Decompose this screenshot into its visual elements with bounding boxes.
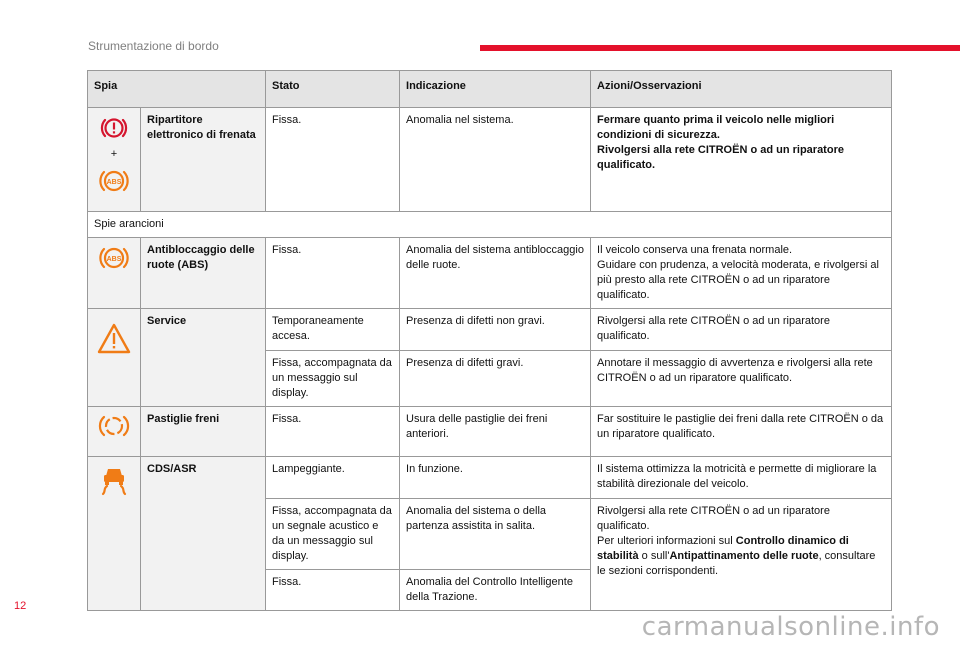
stato-cell: Temporaneamente accesa. bbox=[266, 309, 400, 351]
header-azioni: Azioni/Osservazioni bbox=[591, 71, 892, 108]
table-row bbox=[88, 108, 892, 212]
stato-cell: Fissa. bbox=[266, 570, 400, 611]
azione-cell bbox=[591, 499, 892, 611]
light-name: Pastiglie freni bbox=[141, 407, 266, 457]
svg-text:ABS: ABS bbox=[106, 179, 122, 186]
header-accent-bar bbox=[480, 45, 960, 51]
azione-cell: Annotare il messaggio di avvertenza e rivolgersi alla rete CITROËN o ad un riparatore qualificato. bbox=[591, 351, 892, 407]
indicazione-cell: Presenza di difetti non gravi. bbox=[400, 309, 591, 351]
icon-cell bbox=[88, 407, 141, 457]
azione-text: Per ulteriori informazioni sul bbox=[597, 535, 736, 547]
light-name: Ripartitore elettronico di frenata bbox=[141, 108, 266, 212]
azione-cell: Il sistema ottimizza la motricità e permette di migliorare la stabilità direzionale del veicolo. bbox=[591, 457, 892, 499]
table-row bbox=[88, 238, 892, 309]
stato-cell: Fissa, accompagnata da un messaggio sul display. bbox=[266, 351, 400, 407]
indicazione-cell: Anomalia del Controllo Intelligente della Trazione. bbox=[400, 570, 591, 611]
azione-text: Rivolgersi alla rete CITROËN o ad un riparatore qualificato. bbox=[597, 144, 844, 171]
light-name: Antibloccaggio delle ruote (ABS) bbox=[141, 238, 266, 309]
stato-cell: Fissa. bbox=[266, 407, 400, 457]
running-title: Strumentazione di bordo bbox=[88, 39, 219, 53]
section-row bbox=[88, 212, 892, 238]
traction-control-icon bbox=[97, 462, 131, 496]
abs-orange-icon bbox=[97, 243, 131, 273]
indicazione-cell: Usura delle pastiglie dei freni anteriori. bbox=[400, 407, 591, 457]
indicazione-cell: Anomalia del sistema o della partenza assistita in salita. bbox=[400, 499, 591, 570]
azione-link-text: Controllo dinamico di stabilità bbox=[597, 535, 849, 562]
warning-triangle-icon bbox=[96, 322, 132, 356]
svg-text:ABS: ABS bbox=[106, 256, 122, 263]
azione-text: Fermare quanto prima il veicolo nelle migliori condizioni di sicurezza. bbox=[597, 114, 835, 141]
azione-cell bbox=[591, 108, 892, 212]
header-indicazione: Indicazione bbox=[400, 71, 591, 108]
azione-text: Il veicolo conserva una frenata normale. bbox=[597, 244, 793, 256]
table-row bbox=[88, 309, 892, 351]
stato-cell: Fissa. bbox=[266, 238, 400, 309]
indicazione-cell: Presenza di difetti gravi. bbox=[400, 351, 591, 407]
azione-text: Guidare con prudenza, a velocità moderata, e rivolgersi al più presto alla rete CITROËN o ad un riparatore qualificato. bbox=[597, 259, 879, 301]
indicazione-cell: Anomalia nel sistema. bbox=[400, 108, 591, 212]
header-stato: Stato bbox=[266, 71, 400, 108]
table-row bbox=[88, 407, 892, 457]
section-label: Spie arancioni bbox=[88, 212, 892, 238]
azione-link-text: Antipattinamento delle ruote bbox=[669, 550, 819, 562]
icon-cell bbox=[88, 457, 141, 611]
watermark: carmanualsonline.info bbox=[641, 612, 940, 642]
brake-warning-red-icon bbox=[99, 113, 129, 143]
table-header-row bbox=[88, 71, 892, 108]
stato-cell: Lampeggiante. bbox=[266, 457, 400, 499]
abs-orange-icon bbox=[97, 166, 131, 196]
azione-cell: Rivolgersi alla rete CITROËN o ad un riparatore qualificato. bbox=[591, 309, 892, 351]
azione-text: , consultare le sezioni corrispondenti. bbox=[597, 550, 876, 577]
icon-cell bbox=[88, 108, 141, 212]
page-number: 12 bbox=[14, 600, 27, 612]
warning-lights-table bbox=[87, 70, 892, 611]
indicazione-cell: In funzione. bbox=[400, 457, 591, 499]
plus-sign: + bbox=[110, 148, 118, 160]
indicazione-cell: Anomalia del sistema antibloccaggio delle ruote. bbox=[400, 238, 591, 309]
stato-cell: Fissa. bbox=[266, 108, 400, 212]
header-spia: Spia bbox=[88, 71, 266, 108]
light-name: CDS/ASR bbox=[141, 457, 266, 611]
azione-cell bbox=[591, 238, 892, 309]
icon-cell bbox=[88, 309, 141, 407]
brake-pads-icon bbox=[97, 412, 131, 440]
table-row bbox=[88, 457, 892, 499]
icon-cell bbox=[88, 238, 141, 309]
azione-text: Rivolgersi alla rete CITROËN o ad un riparatore qualificato. bbox=[597, 505, 830, 532]
stato-cell: Fissa, accompagnata da un segnale acustico e da un messaggio sul display. bbox=[266, 499, 400, 570]
azione-cell: Far sostituire le pastiglie dei freni dalla rete CITROËN o da un riparatore qualificato. bbox=[591, 407, 892, 457]
azione-text: o sull' bbox=[638, 550, 670, 562]
light-name: Service bbox=[141, 309, 266, 407]
